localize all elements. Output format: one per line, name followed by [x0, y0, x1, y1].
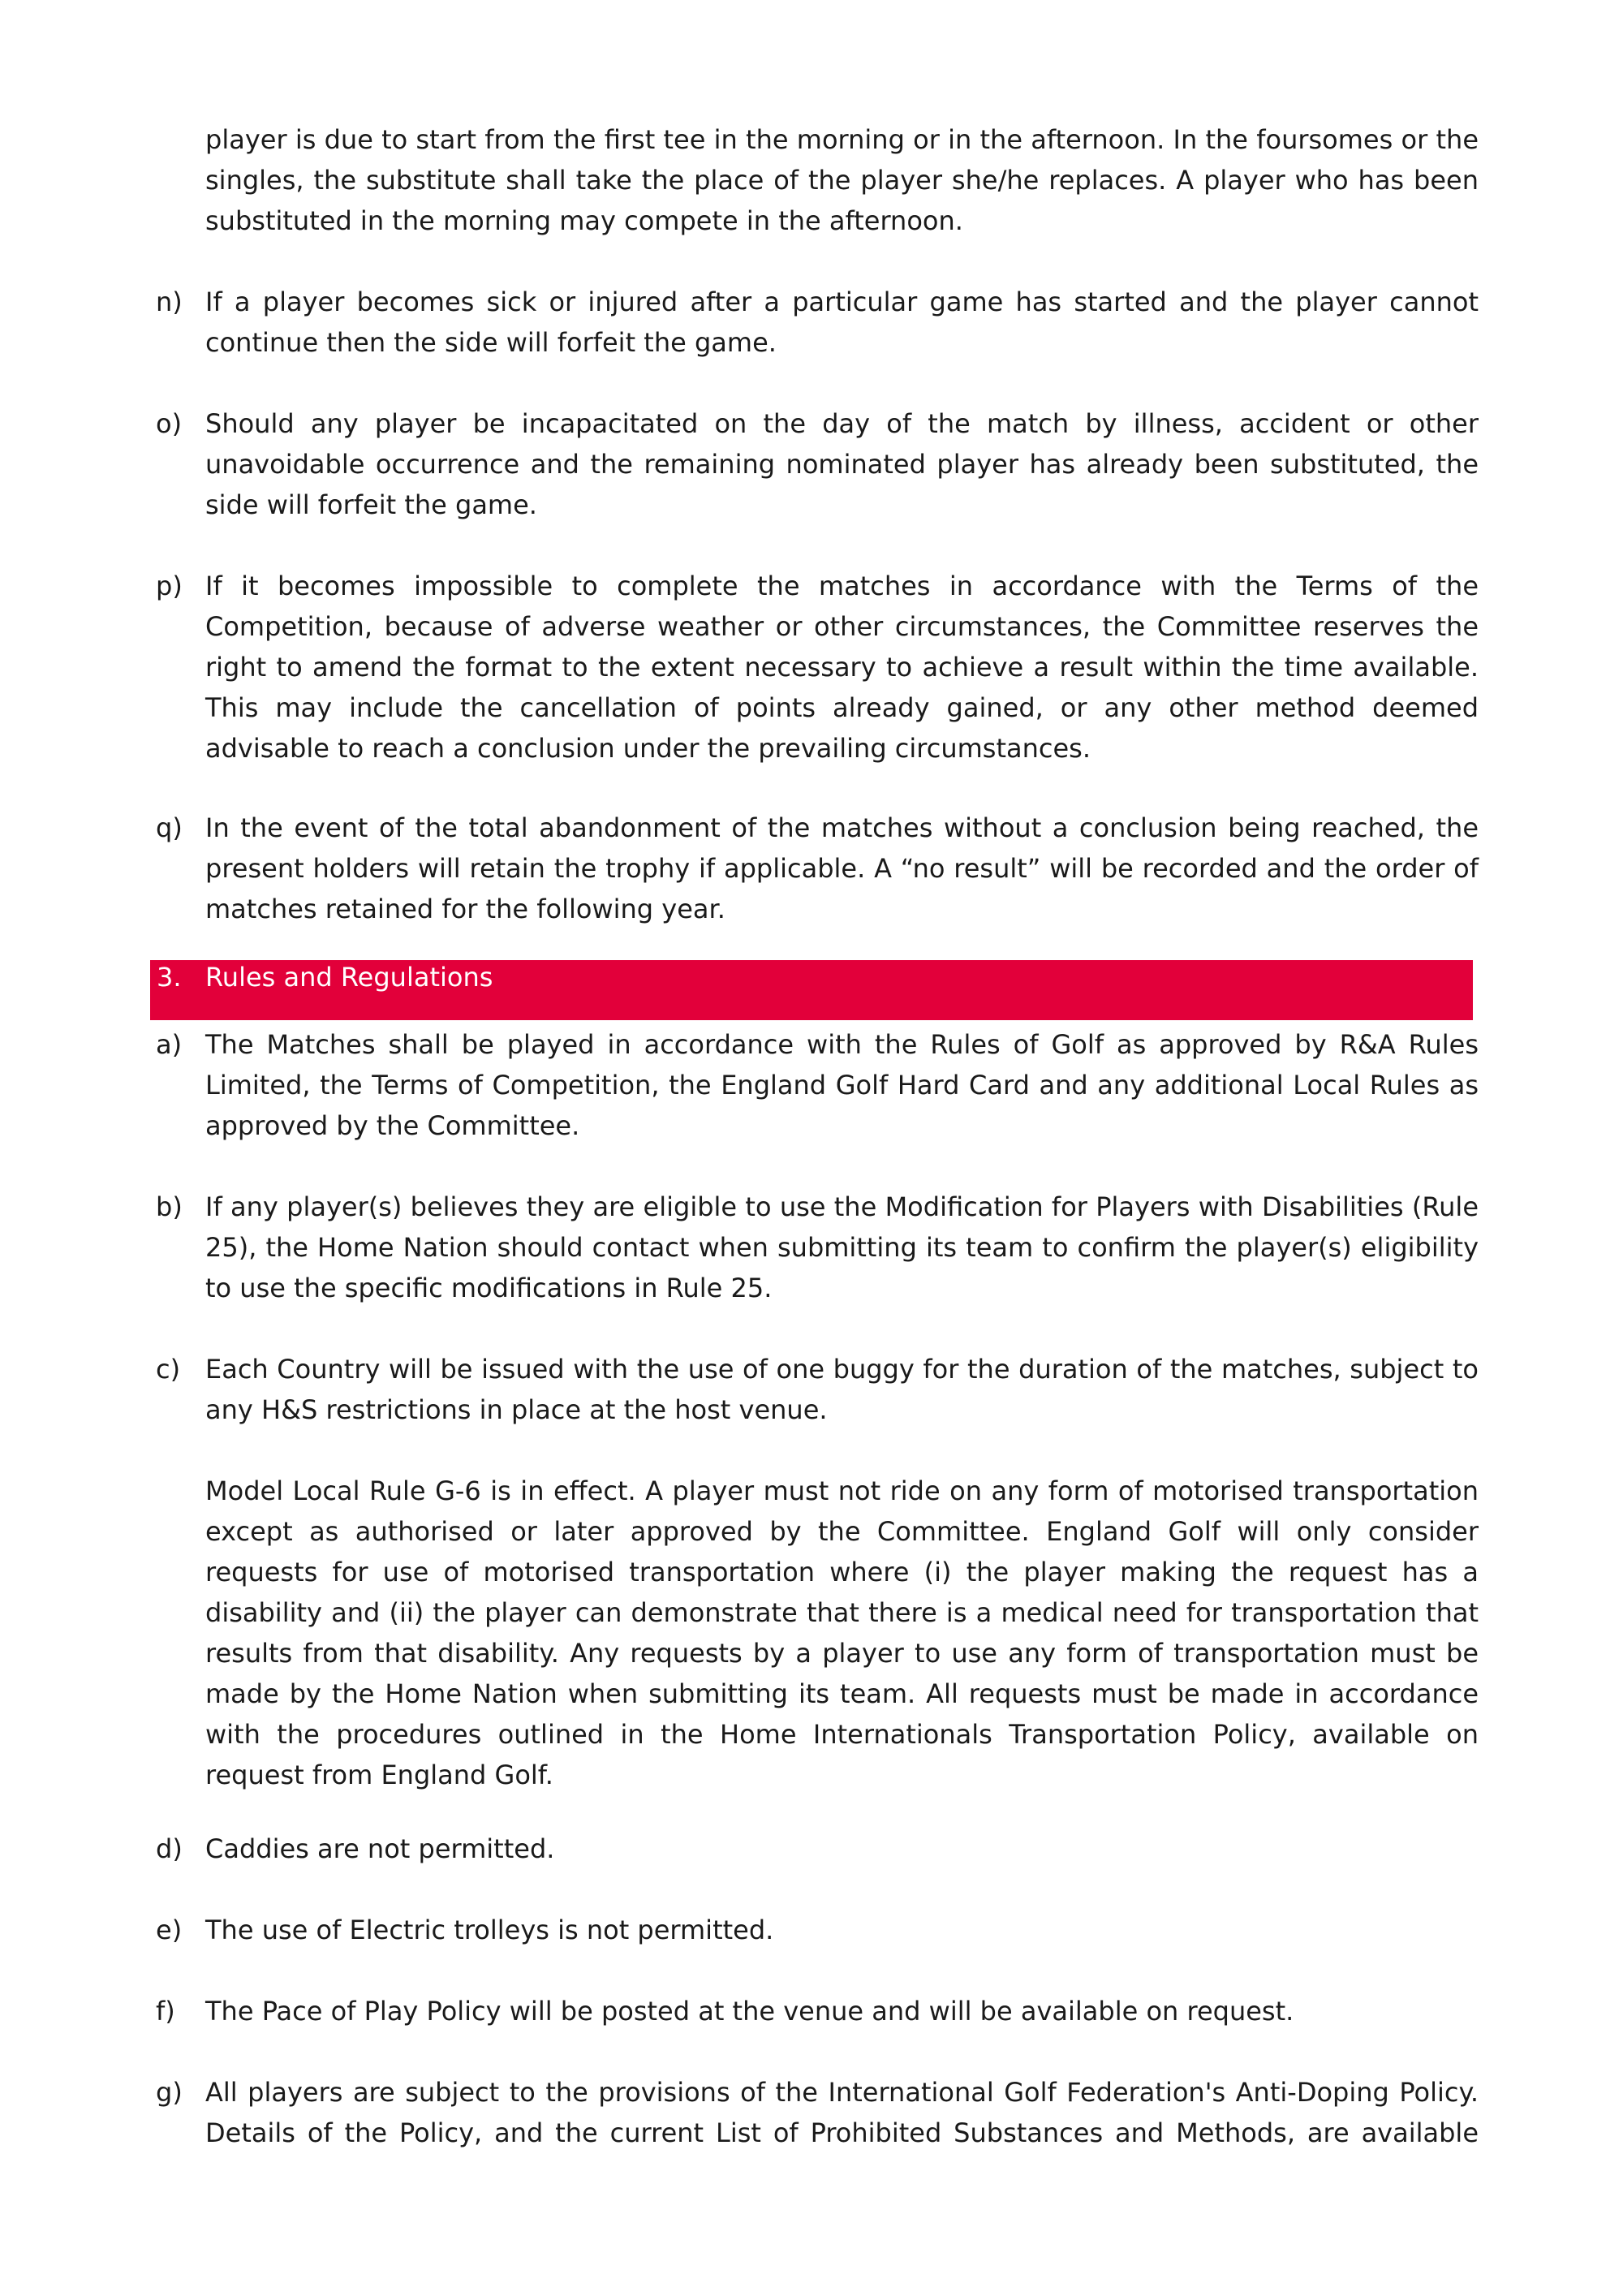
item-text: All players are subject to the provisions of the International Golf Federation's Anti-Doping Policy. Details of the Policy, and the current List of Prohibited Substances and Methods, are available — [205, 2077, 1479, 2148]
list-item-p — [156, 566, 1479, 769]
item-label: o) — [156, 408, 183, 439]
list-item-g — [156, 2072, 1479, 2153]
item-text: If it becomes impossible to complete the matches in accordance with the Terms of the Competition, because of adverse weather or other circumstances, the Committee reserves the right to amend the format to the extent necessary to achieve a result within the time available. This may include the cancellation of points already gained, or any other method deemed advisable to reach a conclusion under the prevailing circumstances. — [205, 571, 1479, 764]
item-text: Caddies are not permitted. — [205, 1833, 555, 1864]
list-item-o — [156, 403, 1479, 525]
item-text: In the event of the total abandonment of the matches without a conclusion being reached, the present holders will retain the trophy if applicable. A “no result” will be recorded and the order of matches retained for the following year. — [205, 812, 1479, 924]
section-number: 3. — [157, 962, 182, 993]
list-item-n — [156, 282, 1479, 363]
item-label: f) — [156, 1996, 175, 2027]
list-item-c — [156, 1349, 1479, 1430]
list-item-b — [156, 1187, 1479, 1308]
list-item-d — [156, 1829, 1479, 1869]
list-item-a — [156, 1024, 1479, 1146]
item-text: The use of Electric trolleys is not permitted. — [205, 1915, 774, 1945]
item-label: q) — [156, 812, 183, 843]
item-label: d) — [156, 1833, 183, 1864]
item-text: If any player(s) believes they are eligible to use the Modification for Players with Disabilities (Rule 25), the Home Nation should contact when submitting its team to confirm the player(s) eligibility to use the specific modifications in Rule 25. — [205, 1191, 1479, 1303]
list-item-c-continued — [156, 1471, 1479, 1795]
item-label: p) — [156, 571, 183, 601]
item-label: g) — [156, 2077, 183, 2108]
item-text: If a player becomes sick or injured after a particular game has started and the player cannot continue then the side will forfeit the game. — [205, 286, 1479, 358]
item-text: The Pace of Play Policy will be posted at the venue and will be available on request. — [205, 1996, 1294, 2027]
continuation-paragraph — [156, 119, 1479, 241]
section-header-rules-and-regulations — [150, 960, 1473, 1020]
section-title: Rules and Regulations — [205, 962, 493, 993]
list-item-f — [156, 1991, 1479, 2031]
list-item-e — [156, 1910, 1479, 1950]
continuation-text: player is due to start from the first tee in the morning or in the afternoon. In the foursomes or the singles, the substitute shall take the place of the player she/he replaces. A player who has been substituted in the morning may compete in the afternoon. — [205, 124, 1479, 236]
item-text: The Matches shall be played in accordance with the Rules of Golf as approved by R&A Rules Limited, the Terms of Competition, the England Golf Hard Card and any additional Local Rules as approved by the Committee. — [205, 1029, 1479, 1141]
list-item-q — [156, 808, 1479, 929]
item-label: e) — [156, 1915, 183, 1945]
item-label: a) — [156, 1029, 183, 1060]
item-label: b) — [156, 1191, 183, 1222]
item-text-motorised-transport: Model Local Rule G-6 is in effect. A player must not ride on any form of motorised transportation except as authorised or later approved by the Committee. England Golf will only consider requests for use of motorised transportation where (i) the player making the request has a disability and (ii) the player can demonstrate that there is a medical need for transportation that results from that disability. Any requests by a player to use any form of transportation must be made by the Home Nation when submitting its team. All requests must be made in accordance with the procedures outlined in the Home Internationals Transportation Policy, available on request from England Golf. — [205, 1475, 1479, 1790]
item-text: Should any player be incapacitated on the day of the match by illness, accident or other unavoidable occurrence and the remaining nominated player has already been substituted, the side will forfeit the game. — [205, 408, 1479, 520]
item-label: c) — [156, 1354, 181, 1385]
item-label: n) — [156, 286, 183, 317]
item-text: Each Country will be issued with the use of one buggy for the duration of the matches, subject to any H&S restrictions in place at the host venue. — [205, 1354, 1479, 1425]
